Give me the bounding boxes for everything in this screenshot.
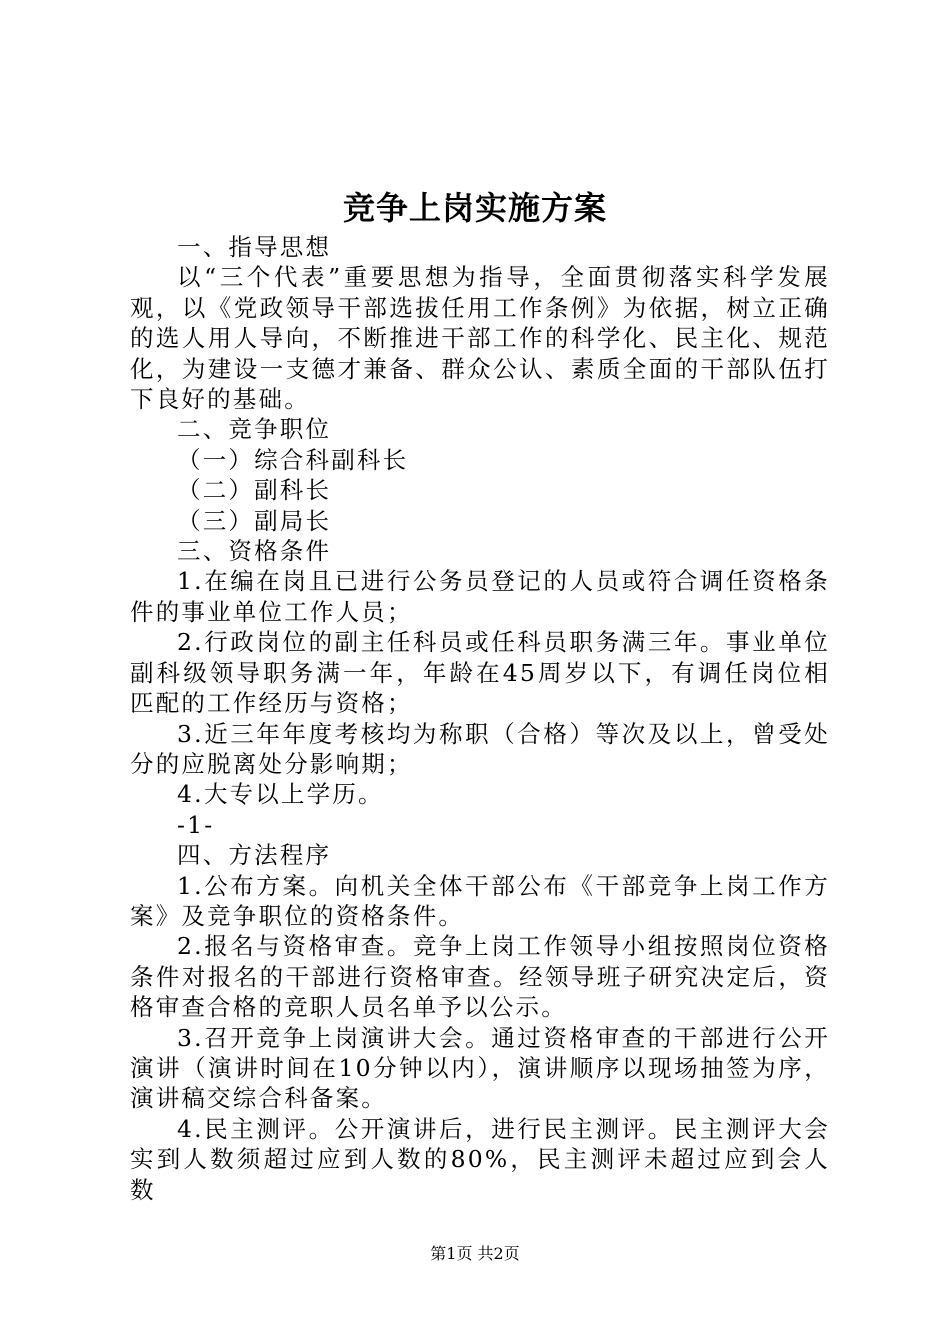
paragraph: 4.民主测评。公开演讲后，进行民主测评。民主测评大会实到人数须超过应到人数的80%，民主测评未超过应到会人数	[130, 1114, 830, 1204]
list-item: （一）综合科副科长	[177, 445, 409, 474]
paragraph: 2.报名与资格审查。竞争上岗工作领导小组按照岗位资格条件对报名的干部进行资格审查。经领导班子研究决定后，资格审查合格的竞职人员名单予以公示。	[130, 932, 830, 1022]
heading-procedure: 四、方法程序	[177, 841, 332, 870]
paragraph: 3.召开竞争上岗演讲大会。通过资格审查的干部进行公开演讲（演讲时间在10分钟以内），演讲顺序以现场抽签为序，演讲稿交综合科备案。	[130, 1023, 830, 1113]
paragraph: 1.在编在岗且已进行公务员登记的人员或符合调任资格条件的事业单位工作人员；	[130, 567, 830, 626]
document-body	[130, 232, 830, 1205]
list-item: （三）副局长	[177, 506, 332, 535]
paragraph: 2.行政岗位的副主任科员或任科员职务满三年。事业单位副科级领导职务满一年，年龄在45周岁以下，有调任岗位相匹配的工作经历与资格；	[130, 628, 830, 718]
heading-qualifications: 三、资格条件	[177, 537, 332, 566]
inline-page-number: -1-	[177, 810, 215, 839]
heading-competitive-positions: 二、竞争职位	[177, 415, 332, 444]
paragraph: 4.大专以上学历。	[177, 780, 384, 809]
paragraph: 以“三个代表”重要思想为指导，全面贯彻落实科学发展观，以《党政领导干部选拔任用工作条例》为依据，树立正确的选人用人导向，不断推进干部工作的科学化、民主化、规范化，为建设一支德才兼备、群众公认、素质全面的干部队伍打下良好的基础。	[130, 263, 830, 414]
list-item: （二）副科长	[177, 476, 332, 505]
heading-guiding-ideology: 一、指导思想	[177, 233, 332, 261]
paragraph: 3.近三年年度考核均为称职（合格）等次及以上，曾受处分的应脱离处分影响期；	[130, 719, 830, 778]
paragraph: 1.公布方案。向机关全体干部公布《干部竞争上岗工作方案》及竞争职位的资格条件。	[130, 871, 830, 930]
page-footer: 第1页 共2页	[430, 1244, 520, 1263]
document-title: 竞争上岗实施方案	[342, 189, 607, 227]
